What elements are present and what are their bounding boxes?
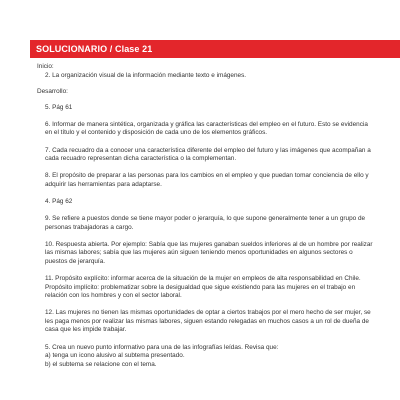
desarrollo-item: 11. Propósito explícito: informar acerca de la situación de la mujer en empleos de alta responsabilidad en Chile. Propósito implícito: problematizar sobre la desigualdad que sigue existiendo para las mujeres en el trabajo en relación con los hombres y con el sector laboral. <box>45 275 361 300</box>
desarrollo-item: 4. Pág 62 <box>45 197 73 205</box>
desarrollo-item: 8. El propósito de preparar a las personas para los cambios en el empleo y que puedan tomar conciencia de ello y adquirir las herramientas para adaptarse. <box>45 172 369 188</box>
inicio-item: 2. La organización visual de la información mediante texto e imágenes. <box>45 71 247 79</box>
sub-item: a) tenga un icono alusivo al subtema presentado. <box>45 352 185 360</box>
page-header-bar <box>30 40 400 58</box>
desarrollo-item: 12. Las mujeres no tienen las mismas oportunidades de optar a ciertos trabajos por el mero hecho de ser mujer, se les paga menos por realizar las mismas labores, siguen estando relegadas en muchos casos a un rol de dueña de casa que les impide trabajar. <box>45 309 371 334</box>
page-title: SOLUCIONARIO / Clase 21 <box>36 44 153 54</box>
inicio-label: Inicio: <box>37 63 54 70</box>
desarrollo-label: Desarrollo: <box>37 88 68 96</box>
desarrollo-item: 10. Respuesta abierta. Por ejemplo: Sabía que las mujeres ganaban sueldos inferiores al de un hombre por realizar las mismas labores; sabía que las mujeres aún siguen teniendo menos oportunidades en algunos sectores o puestos de jerarquía. <box>45 240 373 265</box>
desarrollo-item: 5. Pág 61 <box>45 103 73 111</box>
sub-item: b) el subtema se relacione con el tema. <box>45 360 157 368</box>
document-body <box>37 63 373 369</box>
final-item: 5. Crea un nuevo punto informativo para una de las infografías leídas. Revisa que: <box>45 343 279 351</box>
desarrollo-item: 6. Informar de manera sintética, organizada y gráfica las características del empleo en el futuro. Esto se evidencia en el título y el contenido y disposición de cada uno de los elementos gráficos. <box>45 120 368 137</box>
desarrollo-item: 7. Cada recuadro da a conocer una característica diferente del empleo del futuro y las imágenes que acompañan a cada recuadro representan dicha característica o la complementan. <box>45 146 371 163</box>
desarrollo-item: 9. Se refiere a puestos donde se tiene mayor poder o jerarquía, lo que supone generalmente tener a un grupo de personas trabajadoras a cargo. <box>45 215 366 231</box>
